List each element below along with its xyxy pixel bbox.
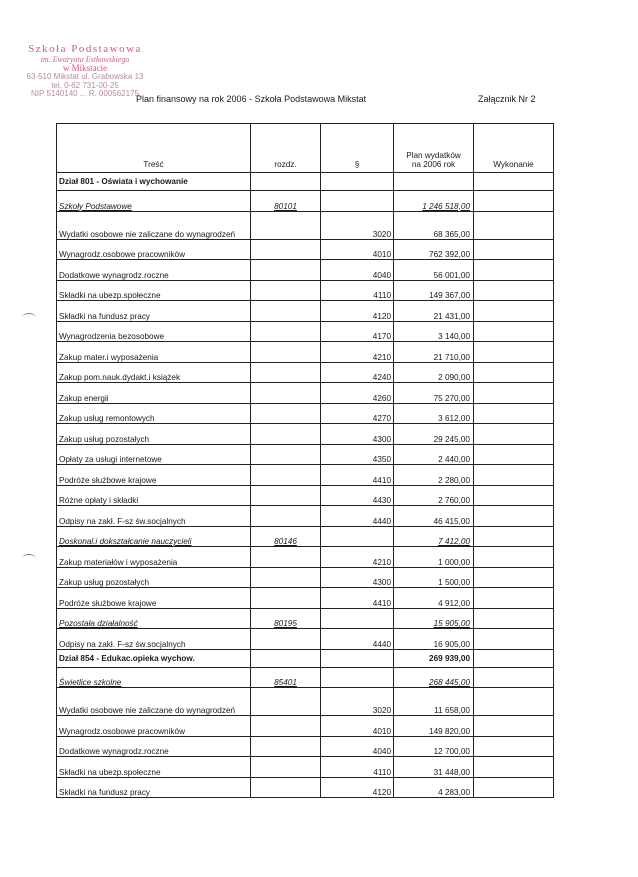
table-row <box>57 688 554 716</box>
cell-paragraf <box>321 667 394 688</box>
table-row <box>57 403 554 424</box>
cell-paragraf: 4410 <box>321 588 394 609</box>
cell-tresc: Wynagrodz.osobowe pracowników <box>57 716 251 737</box>
cell-plan: 16 905,00 <box>394 629 474 650</box>
cell-tresc: Zakup usług pozostałych <box>57 424 251 445</box>
table-row <box>57 383 554 404</box>
cell-plan: 2 090,00 <box>394 362 474 383</box>
table-row <box>57 649 554 667</box>
cell-rozdz <box>251 716 321 737</box>
cell-plan: 3 612,00 <box>394 403 474 424</box>
table-row <box>57 211 554 239</box>
cell-wykonanie <box>474 424 554 445</box>
cell-tresc: Zakup energii <box>57 383 251 404</box>
punch-hole-mark <box>22 554 36 563</box>
cell-rozdz <box>251 688 321 716</box>
cell-tresc: Dodatkowe wynagrodz.roczne <box>57 736 251 757</box>
cell-rozdz <box>251 485 321 506</box>
cell-paragraf: 4410 <box>321 465 394 486</box>
table-row <box>57 506 554 527</box>
cell-paragraf: 4350 <box>321 444 394 465</box>
table-row <box>57 526 554 547</box>
cell-paragraf: 4120 <box>321 777 394 798</box>
cell-tresc: Wynagrodzenia bezosobowe <box>57 321 251 342</box>
annex-label: Załącznik Nr 2 <box>478 94 536 104</box>
cell-paragraf: 4440 <box>321 629 394 650</box>
stamp-line: im. Ewaryata Estkowskiego <box>40 54 130 64</box>
table-row <box>57 424 554 445</box>
cell-tresc: Świetlice szkolne <box>57 667 251 688</box>
stamp-line: tel. 0-62 731-00-25 <box>51 80 119 90</box>
cell-rozdz <box>251 321 321 342</box>
table-header-row <box>57 124 554 173</box>
cell-rozdz <box>251 547 321 568</box>
cell-wykonanie <box>474 588 554 609</box>
header-wykonanie: Wykonanie <box>474 124 554 173</box>
cell-paragraf: 4440 <box>321 506 394 527</box>
cell-wykonanie <box>474 736 554 757</box>
cell-tresc: Zakup materiałów i wyposażenia <box>57 547 251 568</box>
cell-rozdz <box>251 444 321 465</box>
cell-tresc: Składki na ubezp.społeczne <box>57 280 251 301</box>
header-paragraf: § <box>321 124 394 173</box>
table-row <box>57 716 554 737</box>
cell-plan: 31 448,00 <box>394 757 474 778</box>
cell-wykonanie <box>474 567 554 588</box>
cell-paragraf: 4430 <box>321 485 394 506</box>
cell-rozdz <box>251 588 321 609</box>
stamp-line: NIP 5140140 ... R. 000562175 <box>31 89 139 99</box>
cell-wykonanie <box>474 383 554 404</box>
cell-plan: 56 001,00 <box>394 260 474 281</box>
cell-plan: 75 270,00 <box>394 383 474 404</box>
table-row <box>57 667 554 688</box>
stamp-line: w Mikstacie <box>62 62 108 73</box>
cell-wykonanie <box>474 321 554 342</box>
cell-plan: 2 440,00 <box>394 444 474 465</box>
cell-rozdz <box>251 424 321 445</box>
cell-paragraf <box>321 173 394 191</box>
table-row <box>57 567 554 588</box>
cell-rozdz <box>251 629 321 650</box>
cell-paragraf: 4010 <box>321 239 394 260</box>
header-plan <box>394 124 474 173</box>
cell-wykonanie <box>474 485 554 506</box>
cell-rozdz: 85401 <box>251 667 321 688</box>
cell-plan: 4 912,00 <box>394 588 474 609</box>
cell-plan: 2 280,00 <box>394 465 474 486</box>
cell-plan: 1 246 518,00 <box>394 191 474 212</box>
cell-tresc: Szkoły Podstawowe <box>57 191 251 212</box>
table-row <box>57 547 554 568</box>
cell-plan: 4 283,00 <box>394 777 474 798</box>
cell-rozdz <box>251 239 321 260</box>
cell-paragraf: 4210 <box>321 342 394 363</box>
cell-rozdz <box>251 757 321 778</box>
cell-plan: 149 367,00 <box>394 280 474 301</box>
cell-wykonanie <box>474 667 554 688</box>
cell-paragraf: 4210 <box>321 547 394 568</box>
cell-rozdz <box>251 173 321 191</box>
cell-tresc: Wydatki osobowe nie zaliczane do wynagrodzeń <box>57 688 251 716</box>
cell-paragraf: 4120 <box>321 301 394 322</box>
cell-wykonanie <box>474 757 554 778</box>
cell-paragraf: 4170 <box>321 321 394 342</box>
cell-plan: 269 939,00 <box>394 649 474 667</box>
cell-paragraf <box>321 649 394 667</box>
cell-tresc: Wydatki osobowe nie zaliczane do wynagrodzeń <box>57 211 251 239</box>
cell-paragraf: 4040 <box>321 736 394 757</box>
cell-paragraf: 4300 <box>321 567 394 588</box>
cell-tresc: Podróże służbowe krajowe <box>57 465 251 486</box>
cell-tresc: Zakup mater.i wyposażenia <box>57 342 251 363</box>
stamp-line: Szkoła Podstawowa <box>28 43 142 55</box>
cell-tresc: Zakup usług remontowych <box>57 403 251 424</box>
cell-wykonanie <box>474 444 554 465</box>
cell-wykonanie <box>474 506 554 527</box>
table-row <box>57 777 554 798</box>
table-row <box>57 342 554 363</box>
cell-plan: 29 245,00 <box>394 424 474 445</box>
table-row <box>57 260 554 281</box>
table-row <box>57 588 554 609</box>
cell-paragraf: 4300 <box>321 424 394 445</box>
cell-plan: 11 658,00 <box>394 688 474 716</box>
cell-rozdz <box>251 506 321 527</box>
cell-paragraf: 3020 <box>321 688 394 716</box>
cell-plan: 21 431,00 <box>394 301 474 322</box>
cell-wykonanie <box>474 239 554 260</box>
table-row <box>57 736 554 757</box>
cell-paragraf: 4270 <box>321 403 394 424</box>
cell-tresc: Różne opłaty i składki <box>57 485 251 506</box>
document-title: Plan finansowy na rok 2006 - Szkoła Podstawowa Mikstat <box>136 94 367 104</box>
table-row <box>57 362 554 383</box>
cell-paragraf: 4260 <box>321 383 394 404</box>
cell-wykonanie <box>474 301 554 322</box>
cell-tresc: Dział 854 - Edukac.opieka wychow. <box>57 649 251 667</box>
cell-wykonanie <box>474 211 554 239</box>
cell-tresc: Zakup usług pozostałych <box>57 567 251 588</box>
cell-paragraf: 4240 <box>321 362 394 383</box>
stamp-line: 63-510 Mikstat ul. Grabowska 13 <box>26 72 144 82</box>
cell-wykonanie <box>474 403 554 424</box>
cell-rozdz: 80101 <box>251 191 321 212</box>
cell-tresc: Odpisy na zakł. F-sz św.socjalnych <box>57 506 251 527</box>
cell-wykonanie <box>474 629 554 650</box>
cell-plan: 12 700,00 <box>394 736 474 757</box>
cell-rozdz <box>251 211 321 239</box>
cell-rozdz <box>251 465 321 486</box>
cell-plan: 2 760,00 <box>394 485 474 506</box>
cell-wykonanie <box>474 362 554 383</box>
cell-wykonanie <box>474 173 554 191</box>
financial-plan-table <box>56 123 554 798</box>
cell-paragraf: 4040 <box>321 260 394 281</box>
cell-rozdz: 80146 <box>251 526 321 547</box>
table-row <box>57 321 554 342</box>
cell-wykonanie <box>474 716 554 737</box>
cell-tresc: Podróże służbowe krajowe <box>57 588 251 609</box>
cell-rozdz <box>251 362 321 383</box>
table-row <box>57 629 554 650</box>
table-row <box>57 239 554 260</box>
cell-tresc: Odpisy na zakł. F-sz św.socjalnych <box>57 629 251 650</box>
header-plan-line1: Plan wydatków <box>406 151 461 160</box>
cell-paragraf <box>321 526 394 547</box>
cell-wykonanie <box>474 547 554 568</box>
cell-wykonanie <box>474 260 554 281</box>
cell-wykonanie <box>474 649 554 667</box>
cell-plan: 3 140,00 <box>394 321 474 342</box>
cell-plan: 21 710,00 <box>394 342 474 363</box>
cell-paragraf <box>321 191 394 212</box>
cell-rozdz <box>251 383 321 404</box>
cell-plan: 15 905,00 <box>394 608 474 629</box>
cell-wykonanie <box>474 191 554 212</box>
cell-rozdz <box>251 567 321 588</box>
cell-wykonanie <box>474 608 554 629</box>
cell-paragraf: 4110 <box>321 757 394 778</box>
cell-rozdz <box>251 403 321 424</box>
cell-wykonanie <box>474 777 554 798</box>
cell-wykonanie <box>474 280 554 301</box>
table-row <box>57 465 554 486</box>
table-row <box>57 485 554 506</box>
header-rozdz: rozdz. <box>251 124 321 173</box>
table-row <box>57 191 554 212</box>
cell-plan: 149 820,00 <box>394 716 474 737</box>
cell-rozdz <box>251 342 321 363</box>
cell-wykonanie <box>474 465 554 486</box>
cell-plan: 7 412,00 <box>394 526 474 547</box>
table-row <box>57 301 554 322</box>
cell-rozdz <box>251 301 321 322</box>
cell-tresc: Opłaty za usługi internetowe <box>57 444 251 465</box>
header-plan-line2: na 2006 rok <box>411 160 456 169</box>
cell-tresc: Doskonal.i dokształcanie nauczycieli <box>57 526 251 547</box>
cell-paragraf: 4110 <box>321 280 394 301</box>
cell-rozdz <box>251 777 321 798</box>
table-row <box>57 757 554 778</box>
table-row <box>57 173 554 191</box>
cell-tresc: Dodatkowe wynagrodz.roczne <box>57 260 251 281</box>
cell-wykonanie <box>474 526 554 547</box>
cell-plan: 1 500,00 <box>394 567 474 588</box>
cell-plan: 762 392,00 <box>394 239 474 260</box>
cell-tresc: Składki na fundusz pracy <box>57 777 251 798</box>
cell-paragraf <box>321 608 394 629</box>
cell-rozdz <box>251 280 321 301</box>
table-row <box>57 608 554 629</box>
cell-plan <box>394 173 474 191</box>
cell-rozdz <box>251 649 321 667</box>
table-row <box>57 280 554 301</box>
cell-wykonanie <box>474 342 554 363</box>
cell-rozdz: 80195 <box>251 608 321 629</box>
cell-tresc: Składki na ubezp.społeczne <box>57 757 251 778</box>
cell-paragraf: 4010 <box>321 716 394 737</box>
cell-paragraf: 3020 <box>321 211 394 239</box>
cell-rozdz <box>251 260 321 281</box>
school-stamp <box>10 44 160 99</box>
cell-tresc: Dział 801 - Oświata i wychowanie <box>57 173 251 191</box>
cell-tresc: Wynagrodz.osobowe pracowników <box>57 239 251 260</box>
cell-plan: 68 365,00 <box>394 211 474 239</box>
cell-plan: 268 445,00 <box>394 667 474 688</box>
cell-tresc: Pozostała działalność <box>57 608 251 629</box>
table-row <box>57 444 554 465</box>
cell-rozdz <box>251 736 321 757</box>
punch-hole-mark <box>22 313 36 322</box>
cell-plan: 46 415,00 <box>394 506 474 527</box>
cell-tresc: Składki na fundusz pracy <box>57 301 251 322</box>
cell-wykonanie <box>474 688 554 716</box>
header-tresc: Treść <box>57 124 251 173</box>
cell-tresc: Zakup pom.nauk.dydakt.i książek <box>57 362 251 383</box>
cell-plan: 1 000,00 <box>394 547 474 568</box>
